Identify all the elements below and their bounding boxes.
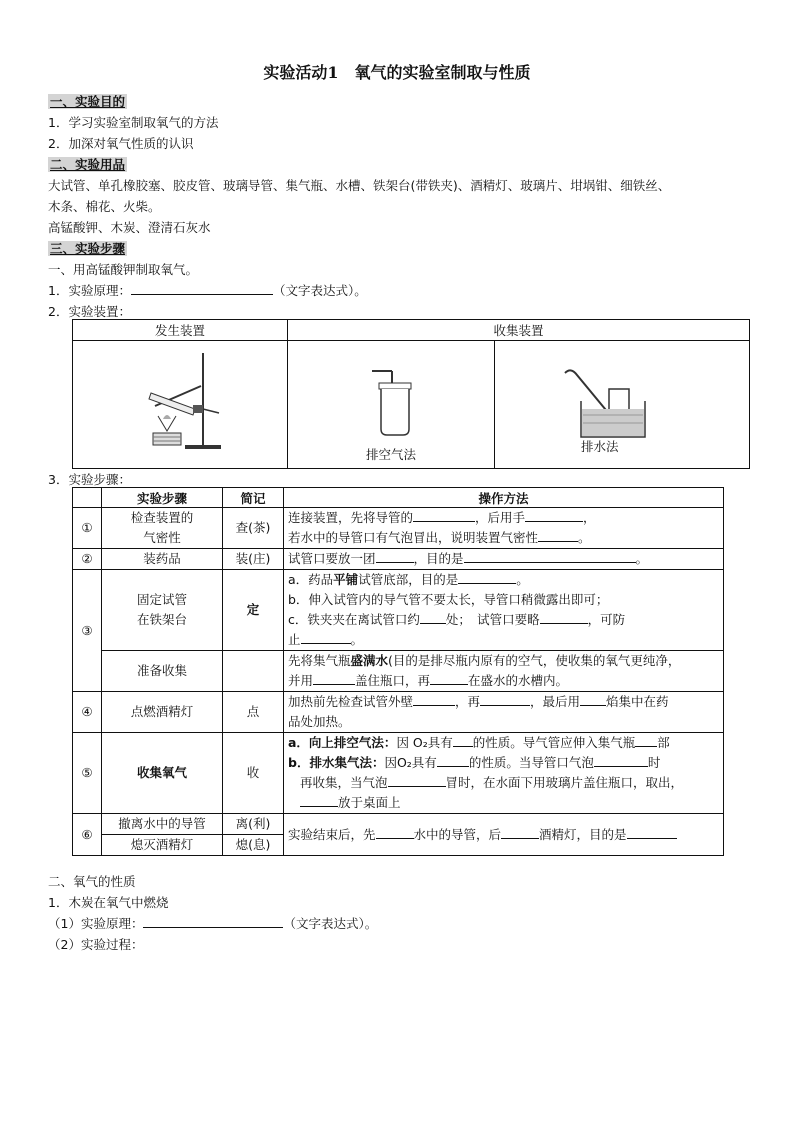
charcoal-item: 1．木炭在氧气中燃烧 <box>48 895 169 910</box>
col-header-method: 操作方法 <box>284 488 724 508</box>
step-method: 试管口要放一团 ，目的是 。 <box>284 549 724 570</box>
step-abbr: 熄(息) <box>223 835 284 856</box>
table-row <box>73 814 724 835</box>
purpose-item-2: 2．加深对氧气性质的认识 <box>48 136 194 151</box>
page-title: 实验活动1 氧气的实验室制取与性质 <box>263 63 531 82</box>
water-method-cell <box>495 341 750 469</box>
steps-label: 3．实验步骤： <box>48 472 131 487</box>
step-abbr: 查(茶) <box>223 508 284 549</box>
step-name: 检查装置的 气密性 <box>102 508 223 549</box>
step-name: 固定试管 在铁架台 <box>102 570 223 651</box>
table-row <box>73 570 724 651</box>
step-abbr: 装(庄) <box>223 549 284 570</box>
step-number: ② <box>73 549 102 570</box>
section-heading-purpose: 一、实验目的 <box>50 94 126 109</box>
step-name: 撤离水中的导管 <box>102 814 223 835</box>
table-row <box>73 508 724 549</box>
section-heading-steps: 三、实验步骤 <box>50 241 126 256</box>
caption-water-method: 排水法 <box>581 439 619 454</box>
materials-line-2: 木条、棉花、火柴。 <box>48 199 161 214</box>
table-row <box>73 549 724 570</box>
caption-air-method: 排空气法 <box>366 447 417 462</box>
step-method: a．药品平铺试管底部，目的是 。 b．伸入试管内的导气管不要太长，导管口稍微露出即可； c．铁夹夹在离试管口约 处； 试管口要略 ，可防 止 。 <box>284 570 724 651</box>
step-method: 连接装置，先将导管的 ，后用手 ， 若水中的导管口有气泡冒出，说明装置气密性 。 <box>284 508 724 549</box>
device-label: 2．实验装置： <box>48 304 131 319</box>
step-name: 点燃酒精灯 <box>102 692 223 733</box>
step-method: 先将集气瓶盛满水(目的是排尽瓶内原有的空气，使收集的氧气更纯净， 并用 盖住瓶口，再 在盛水的水槽内。 <box>284 651 724 692</box>
air-displacement-diagram <box>288 353 494 453</box>
steps-table <box>72 487 724 856</box>
step-name: 装药品 <box>102 549 223 570</box>
generation-apparatus-diagram <box>73 341 279 465</box>
step-name: 收集氧气 <box>102 733 223 814</box>
charcoal-principle-line: （1）实验原理： （文字表达式）。 <box>48 916 378 931</box>
step-method: 加热前先检查试管外壁 ，再 ，最后用 焰集中在药 品处加热。 <box>284 692 724 733</box>
header-generation: 发生装置 <box>73 320 288 341</box>
table-row <box>73 733 724 814</box>
step-abbr: 定 <box>223 570 284 651</box>
step-number: ⑥ <box>73 814 102 856</box>
materials-line-1: 大试管、单孔橡胶塞、胶皮管、玻璃导管、集气瓶、水槽、铁架台(带铁夹)、酒精灯、玻璃片、坩埚钳、细铁丝、 <box>48 178 671 193</box>
section-heading-materials: 二、实验用品 <box>50 157 126 172</box>
step-abbr: 收 <box>223 733 284 814</box>
apparatus-table <box>72 319 750 469</box>
charcoal-process-label: （2）实验过程： <box>48 937 144 952</box>
col-header-abbr: 简记 <box>223 488 284 508</box>
step-number: ⑤ <box>73 733 102 814</box>
step-number: ④ <box>73 692 102 733</box>
step-abbr: 离(利) <box>223 814 284 835</box>
step-name: 准备收集 <box>102 651 223 692</box>
purpose-item-1: 1．学习实验室制取氧气的方法 <box>48 115 219 130</box>
principle-line: 1．实验原理： （文字表达式）。 <box>48 283 367 298</box>
step-number: ① <box>73 508 102 549</box>
col-header-step: 实验步骤 <box>102 488 223 508</box>
materials-line-3: 高锰酸钾、木炭、澄清石灰水 <box>48 220 211 235</box>
step-method: a．向上排空气法：因 O₂具有 的性质。导气管应伸入集气瓶 部 b．排水集气法：因O₂具有 的性质。当导管口气泡 时 再收集，当气泡 冒时，在水面下用玻璃片盖住瓶口，取出， 放于桌面上 <box>284 733 724 814</box>
table-row <box>73 692 724 733</box>
step-method: 实验结束后，先 水中的导管，后 酒精灯，目的是 <box>284 814 724 856</box>
subheading-kmno4: 一、用高锰酸钾制取氧气。 <box>48 262 199 277</box>
step-number: ③ <box>73 570 102 692</box>
header-collection: 收集装置 <box>288 320 750 341</box>
table-row <box>73 651 724 692</box>
step-abbr: 点 <box>223 692 284 733</box>
generation-apparatus-cell <box>73 341 288 469</box>
section-heading-properties: 二、氧气的性质 <box>48 874 136 889</box>
step-name: 熄灭酒精灯 <box>102 835 223 856</box>
air-method-cell <box>288 341 495 469</box>
